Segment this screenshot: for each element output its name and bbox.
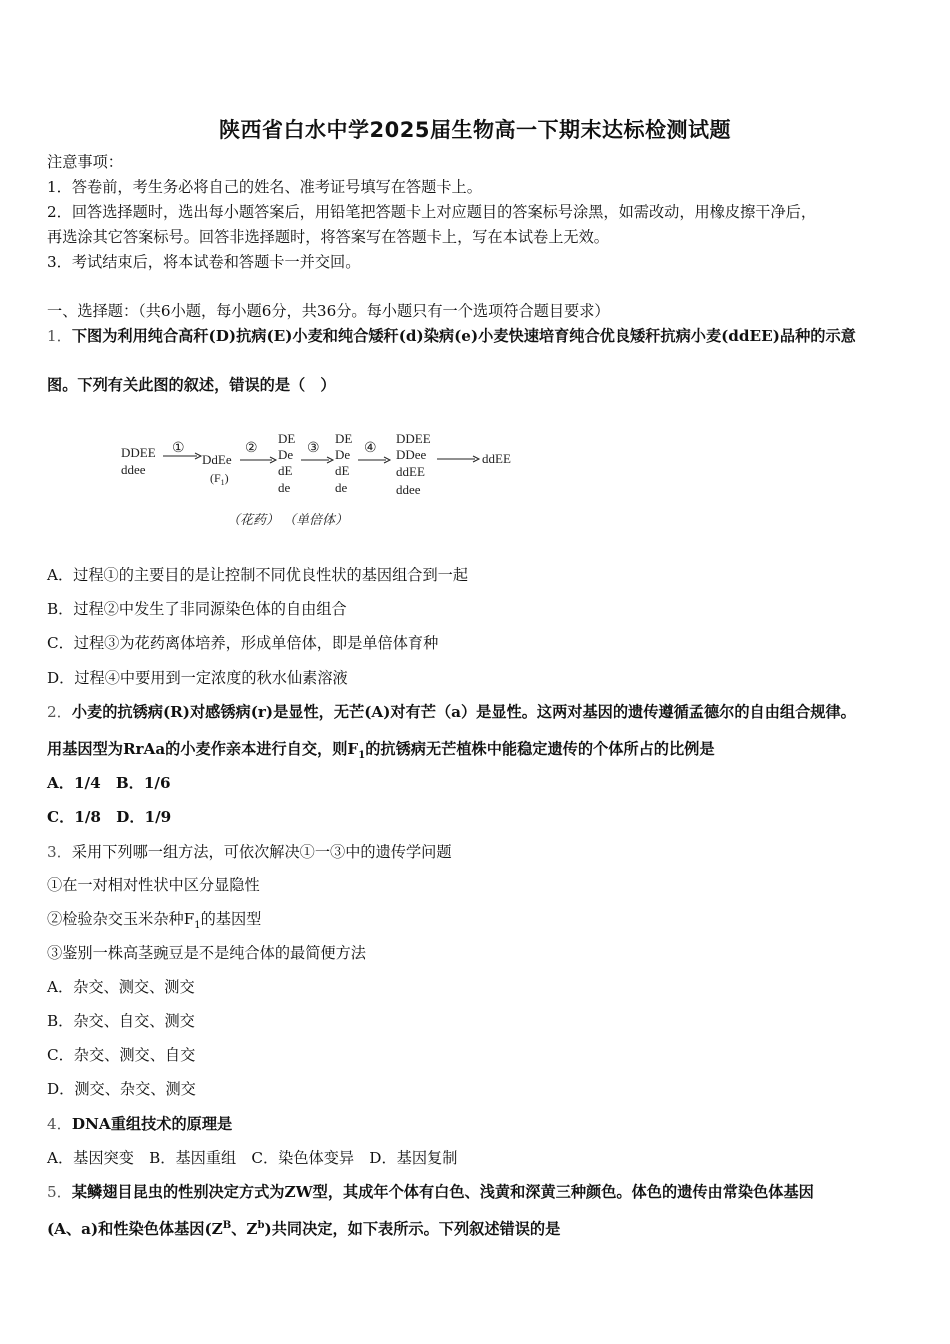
gamete-genotype: dE xyxy=(278,463,293,478)
question-text: DNA重组技术的原理是 xyxy=(71,1115,233,1133)
option-c[interactable]: C．杂交、测交、自交 xyxy=(47,1046,196,1064)
question-5-stem-cont: (A、a)和性染色体基因($Z^B$、$Z^b$)共同决定，如下表所示。下列叙述错误的是 xyxy=(47,1219,561,1238)
option-a[interactable]: A．杂交、测交、测交 xyxy=(47,978,195,996)
option-d[interactable]: D．测交、杂交、测交 xyxy=(47,1080,196,1098)
doubled-genotype: DDEE xyxy=(396,431,431,446)
q3-item-2: ②检验杂交玉米杂种$F_1$的基因型 xyxy=(47,910,262,932)
notice-item: 3．考试结束后，将本试卷和答题卡一并交回。 xyxy=(47,253,361,271)
question-text: 采用下列哪一组方法，可依次解决①一③中的遗传学问题 xyxy=(71,843,452,861)
option-a[interactable]: A．过程①的主要目的是让控制不同优良性状的基因组合到一起 xyxy=(47,566,469,584)
page-title: 陕西省白水中学2025届生物高一下期末达标检测试题 xyxy=(219,118,731,142)
options-row[interactable]: A．基因突变 B．基因重组 C．染色体变异 D．基因复制 xyxy=(47,1149,458,1167)
question-4-stem xyxy=(47,1114,907,1134)
doubled-genotype: DDee xyxy=(396,447,427,462)
gamete-genotype: DE xyxy=(278,431,296,446)
notice-item: 1．答卷前，考生务必将自己的姓名、准考证号填写在答题卡上。 xyxy=(47,178,482,196)
step-2-label: ② xyxy=(245,441,258,456)
question-5-stem xyxy=(47,1182,907,1202)
question-number: 1． xyxy=(47,327,72,345)
question-number: 4． xyxy=(47,1115,72,1133)
caption-anther: （花药） xyxy=(227,512,280,527)
parent-genotype: ddee xyxy=(121,462,146,477)
option-c[interactable]: C．过程③为花药离体培养，形成单倍体，即是单倍体育种 xyxy=(47,634,439,652)
haploid-genotype: de xyxy=(335,480,348,495)
f1-genotype: DdEe xyxy=(202,452,232,467)
notice-item: 再选涂其它答案标号。回答非选择题时，将答案写在答题卡上，写在本试卷上无效。 xyxy=(47,228,609,246)
question-number: 5． xyxy=(47,1183,72,1201)
question-text: 某鳞翅目昆虫的性别决定方式为ZW型，其成年个体有白色、浅黄和深黄三种颜色。体色的遗传由常染色体基因 xyxy=(71,1183,814,1201)
options-row[interactable]: A．1/4 B．1/6 xyxy=(47,774,171,792)
haploid-genotype: DE xyxy=(335,431,353,446)
notice-heading: 注意事项： xyxy=(47,153,123,171)
question-number: 3． xyxy=(47,843,72,861)
gamete-genotype: de xyxy=(278,480,291,495)
options-row[interactable]: C．1/8 D．1/9 xyxy=(47,808,172,826)
step-1-label: ① xyxy=(172,441,185,456)
question-number: 2． xyxy=(47,703,72,721)
q3-item-1: ①在一对相对性状中区分显隐性 xyxy=(47,876,260,894)
doubled-genotype: ddEE xyxy=(396,464,425,479)
option-b[interactable]: B．杂交、自交、测交 xyxy=(47,1012,195,1030)
question-3-stem xyxy=(47,842,907,862)
result-genotype: ddEE xyxy=(482,451,511,466)
q3-item-3: ③鉴别一株高茎豌豆是不是纯合体的最简便方法 xyxy=(47,944,366,962)
step-4-label: ④ xyxy=(364,441,377,456)
gamete-genotype: De xyxy=(278,447,294,462)
question-1-stem-cont: 图。下列有关此图的叙述，错误的是（ ） xyxy=(47,376,336,394)
section-heading: 一、选择题：（共6小题，每小题6分，共36分。每小题只有一个选项符合题目要求） xyxy=(47,302,610,320)
haploid-genotype: De xyxy=(335,447,351,462)
question-text: 小麦的抗锈病(R)对感锈病(r)是显性，无芒(A)对有芒（a）是显性。这两对基因的遗传遵循孟德尔的自由组合规律。 xyxy=(71,703,856,721)
parent-genotype: DDEE xyxy=(121,445,156,460)
question-text: 下图为利用纯合高秆(D)抗病(E)小麦和纯合矮秆(d)染病(e)小麦快速培育纯合优良矮秆抗病小麦(ddEE)品种的示意 xyxy=(71,327,856,345)
question-2-stem-cont: 用基因型为RrAa的小麦作亲本进行自交，则$F_1$的抗锈病无芒植株中能稳定遗传的个体所占的比例是 xyxy=(47,740,715,762)
step-3-label: ③ xyxy=(307,441,320,456)
doubled-genotype: ddee xyxy=(396,482,421,497)
question-1-stem xyxy=(47,326,907,346)
haploid-genotype: dE xyxy=(335,463,350,478)
question-2-stem xyxy=(47,702,907,722)
f1-label: $(F_1)$ xyxy=(210,471,229,487)
option-b[interactable]: B．过程②中发生了非同源染色体的自由组合 xyxy=(47,600,347,618)
breeding-diagram xyxy=(115,422,535,540)
caption-haploid: （单倍体） xyxy=(283,512,349,527)
option-d[interactable]: D．过程④中要用到一定浓度的秋水仙素溶液 xyxy=(47,669,348,687)
notice-item: 2．回答选择题时，选出每小题答案后，用铅笔把答题卡上对应题目的答案标号涂黑，如需改动，用橡皮擦干净后， xyxy=(47,203,817,221)
